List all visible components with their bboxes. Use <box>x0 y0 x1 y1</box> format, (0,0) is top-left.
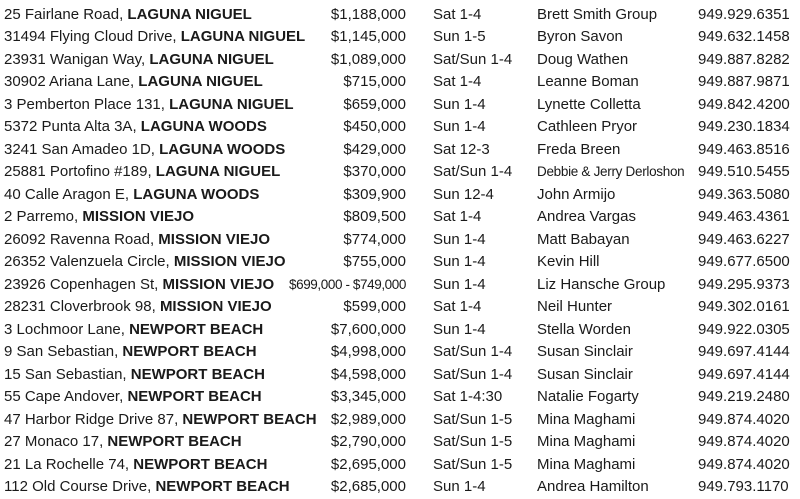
listing-row <box>0 431 800 454</box>
street-address: 31494 Flying Cloud Drive, <box>4 28 181 45</box>
agent-phone: 949.302.0161 <box>698 298 790 315</box>
listing-address <box>4 476 328 499</box>
listing-price: $774,000 <box>343 230 406 248</box>
listing-row <box>0 26 800 49</box>
street-address: 27 Monaco 17, <box>4 433 108 450</box>
listing-price: $659,000 <box>343 95 406 113</box>
open-house-time: Sat/Sun 1-4 <box>433 343 513 360</box>
agent-phone: 949.363.5080 <box>698 185 790 203</box>
city-name: LAGUNA NIGUEL <box>149 50 274 68</box>
open-house-time: Sun 1-4 <box>433 253 486 270</box>
open-house-time: Sat/Sun 1-5 <box>433 455 513 473</box>
agent-phone: 949.295.9373 <box>698 275 790 293</box>
city-name: MISSION VIEJO <box>82 208 195 225</box>
agent-phone: 949.874.4020 <box>698 410 790 428</box>
listing-row <box>0 454 800 477</box>
listing-row <box>0 139 800 162</box>
listing-price: $2,685,000 <box>330 478 406 495</box>
street-address: 23926 Copenhagen St, <box>4 275 163 293</box>
listing-price: $7,600,000 <box>330 320 406 338</box>
city-name: LAGUNA WOODS <box>140 118 267 135</box>
street-address: 25 Fairlane Road, <box>4 5 128 23</box>
listing-address <box>4 274 328 297</box>
city-name: NEWPORT BEACH <box>133 455 268 473</box>
agent-name: Stella Worden <box>537 320 631 338</box>
street-address: 30902 Ariana Lane, <box>4 73 139 90</box>
city-name: LAGUNA NIGUEL <box>169 95 294 113</box>
agent-phone: 949.929.6351 <box>698 5 790 23</box>
listing-address <box>4 161 328 184</box>
open-house-time: Sun 1-4 <box>433 320 486 338</box>
listing-price: $2,790,000 <box>330 433 406 450</box>
street-address: 5372 Punta Alta 3A, <box>4 118 141 135</box>
agent-phone: 949.887.8282 <box>698 50 790 68</box>
agent-name: Susan Sinclair <box>537 365 633 383</box>
listing-row <box>0 116 800 139</box>
listing-address <box>4 94 328 117</box>
street-address: 23931 Wanigan Way, <box>4 50 150 68</box>
street-address: 21 La Rochelle 74, <box>4 455 134 473</box>
city-name: MISSION VIEJO <box>162 275 275 293</box>
open-house-time: Sat/Sun 1-5 <box>433 410 513 428</box>
agent-name: Byron Savon <box>537 28 623 45</box>
open-house-time: Sun 1-4 <box>433 118 486 135</box>
listing-price: $599,000 <box>343 298 406 315</box>
city-name: NEWPORT BEACH <box>155 478 290 495</box>
listing-address <box>4 49 328 72</box>
agent-name: Freda Breen <box>537 140 621 158</box>
open-house-time: Sat/Sun 1-5 <box>433 433 513 450</box>
listing-address <box>4 26 328 49</box>
listing-price: $2,989,000 <box>330 410 406 428</box>
street-address: 3 Lochmoor Lane, <box>4 320 130 338</box>
listing-row <box>0 476 800 499</box>
listing-row <box>0 229 800 252</box>
agent-phone: 949.842.4200 <box>698 95 790 113</box>
street-address: 26352 Valenzuela Circle, <box>4 253 174 270</box>
listing-row <box>0 206 800 229</box>
listing-row <box>0 71 800 94</box>
agent-phone: 949.887.9871 <box>698 73 790 90</box>
street-address: 9 San Sebastian, <box>4 343 123 360</box>
city-name: MISSION VIEJO <box>158 230 270 248</box>
street-address: 55 Cape Andover, <box>4 388 128 405</box>
listing-address <box>4 229 328 252</box>
open-house-time: Sun 1-4 <box>433 275 486 293</box>
agent-name: Mina Maghami <box>537 433 636 450</box>
listing-address <box>4 319 328 342</box>
open-house-time: Sun 1-4 <box>433 230 486 248</box>
listing-row <box>0 94 800 117</box>
street-address: 28231 Cloverbrook 98, <box>4 298 160 315</box>
open-house-time: Sun 1-4 <box>433 95 486 113</box>
open-house-time: Sat 12-3 <box>433 140 490 158</box>
city-name: MISSION VIEJO <box>159 298 272 315</box>
agent-name: Mina Maghami <box>537 410 636 428</box>
agent-phone: 949.677.6500 <box>698 253 790 270</box>
street-address: 112 Old Course Drive, <box>4 478 156 495</box>
agent-phone: 949.230.1834 <box>698 118 790 135</box>
listing-row <box>0 296 800 319</box>
listing-price: $4,998,000 <box>330 343 406 360</box>
open-house-time: Sat 1-4 <box>433 298 482 315</box>
street-address: 15 San Sebastian, <box>4 365 131 383</box>
open-house-time: Sat 1-4 <box>433 5 482 23</box>
listing-price: $809,500 <box>343 208 406 225</box>
city-name: NEWPORT BEACH <box>129 320 264 338</box>
city-name: LAGUNA NIGUEL <box>180 28 306 45</box>
listing-price: $450,000 <box>343 118 406 135</box>
city-name: NEWPORT BEACH <box>122 343 257 360</box>
listing-price: $3,345,000 <box>330 388 406 405</box>
listing-address <box>4 4 328 27</box>
agent-phone: 949.874.4020 <box>698 455 790 473</box>
listing-price: $4,598,000 <box>330 365 406 383</box>
listing-address <box>4 251 328 274</box>
agent-name: Andrea Hamilton <box>537 478 649 495</box>
agent-name: Leanne Boman <box>537 73 639 90</box>
agent-phone: 949.510.5455 <box>698 163 790 180</box>
open-house-time: Sat/Sun 1-4 <box>433 50 513 68</box>
listing-address <box>4 206 328 229</box>
street-address: 3241 San Amadeo 1D, <box>4 140 160 158</box>
agent-phone: 949.219.2480 <box>698 388 790 405</box>
listing-address <box>4 341 328 364</box>
listing-address <box>4 386 328 409</box>
street-address: 2 Parremo, <box>4 208 83 225</box>
listing-address <box>4 116 328 139</box>
listing-address <box>4 431 328 454</box>
listing-price: $1,188,000 <box>330 5 406 23</box>
listing-address <box>4 364 328 387</box>
agent-phone: 949.697.4144 <box>698 343 790 360</box>
city-name: NEWPORT BEACH <box>130 365 265 383</box>
city-name: NEWPORT BEACH <box>107 433 242 450</box>
agent-name: Brett Smith Group <box>537 5 658 23</box>
agent-name: Andrea Vargas <box>537 208 636 225</box>
listing-row <box>0 319 800 342</box>
open-house-time: Sat/Sun 1-4 <box>433 163 513 180</box>
listing-price: $309,900 <box>343 185 406 203</box>
city-name: NEWPORT BEACH <box>182 410 317 428</box>
city-name: MISSION VIEJO <box>173 253 286 270</box>
agent-name: Susan Sinclair <box>537 343 633 360</box>
agent-name: Mina Maghami <box>537 455 636 473</box>
open-house-time: Sun 1-4 <box>433 478 486 495</box>
listing-address <box>4 71 328 94</box>
agent-name: Cathleen Pryor <box>537 118 638 135</box>
listing-address <box>4 454 328 477</box>
listing-price: $370,000 <box>343 163 406 180</box>
listing-row <box>0 161 800 184</box>
city-name: LAGUNA NIGUEL <box>127 5 252 23</box>
city-name: LAGUNA NIGUEL <box>138 73 263 90</box>
agent-phone: 949.632.1458 <box>698 28 790 45</box>
open-house-time: Sat/Sun 1-4 <box>433 365 513 383</box>
agent-name: John Armijo <box>537 185 616 203</box>
city-name: NEWPORT BEACH <box>127 388 262 405</box>
city-name: LAGUNA NIGUEL <box>155 163 281 180</box>
agent-name: Natalie Fogarty <box>537 388 639 405</box>
listing-row <box>0 274 800 297</box>
agent-phone: 949.463.4361 <box>698 208 790 225</box>
listing-row <box>0 386 800 409</box>
listing-price: $1,145,000 <box>330 28 406 45</box>
listing-price: $755,000 <box>343 253 406 270</box>
street-address: 3 Pemberton Place 131, <box>4 95 170 113</box>
open-house-time: Sun 12-4 <box>433 185 494 203</box>
listing-address <box>4 296 328 319</box>
listing-row <box>0 184 800 207</box>
street-address: 25881 Portofino #189, <box>4 163 156 180</box>
open-house-time: Sat 1-4:30 <box>433 388 503 405</box>
agent-phone: 949.463.6227 <box>698 230 790 248</box>
agent-phone: 949.697.4144 <box>698 365 790 383</box>
agent-name: Lynette Colletta <box>537 95 641 113</box>
open-house-time: Sat 1-4 <box>433 208 482 225</box>
city-name: LAGUNA WOODS <box>133 185 260 203</box>
listing-price: $715,000 <box>343 73 406 90</box>
agent-phone: 949.793.1170 <box>698 478 789 495</box>
agent-phone: 949.874.4020 <box>698 433 790 450</box>
agent-phone: 949.463.8516 <box>698 140 790 158</box>
agent-name: Neil Hunter <box>537 298 613 315</box>
open-house-time: Sat 1-4 <box>433 73 482 90</box>
listing-row <box>0 409 800 432</box>
listing-row <box>0 251 800 274</box>
listing-row <box>0 341 800 364</box>
listing-price: $699,000 - $749,000 <box>288 276 406 292</box>
listing-price: $1,089,000 <box>330 50 406 68</box>
street-address: 47 Harbor Ridge Drive 87, <box>4 410 183 428</box>
agent-phone: 949.922.0305 <box>698 320 790 338</box>
street-address: 26092 Ravenna Road, <box>4 230 159 248</box>
agent-name: Matt Babayan <box>537 230 630 248</box>
listing-row <box>0 364 800 387</box>
agent-name: Liz Hansche Group <box>537 275 666 293</box>
listing-address <box>4 139 328 162</box>
agent-name: Debbie & Jerry Derloshon <box>537 164 685 179</box>
open-house-time: Sun 1-5 <box>433 28 486 45</box>
listing-row <box>0 49 800 72</box>
listing-price: $429,000 <box>343 140 406 158</box>
listing-address <box>4 409 328 432</box>
street-address: 40 Calle Aragon E, <box>4 185 134 203</box>
agent-name: Kevin Hill <box>537 253 600 270</box>
listing-price: $2,695,000 <box>330 455 406 473</box>
listing-address <box>4 184 328 207</box>
listing-row <box>0 4 800 27</box>
agent-name: Doug Wathen <box>537 50 629 68</box>
city-name: LAGUNA WOODS <box>159 140 286 158</box>
